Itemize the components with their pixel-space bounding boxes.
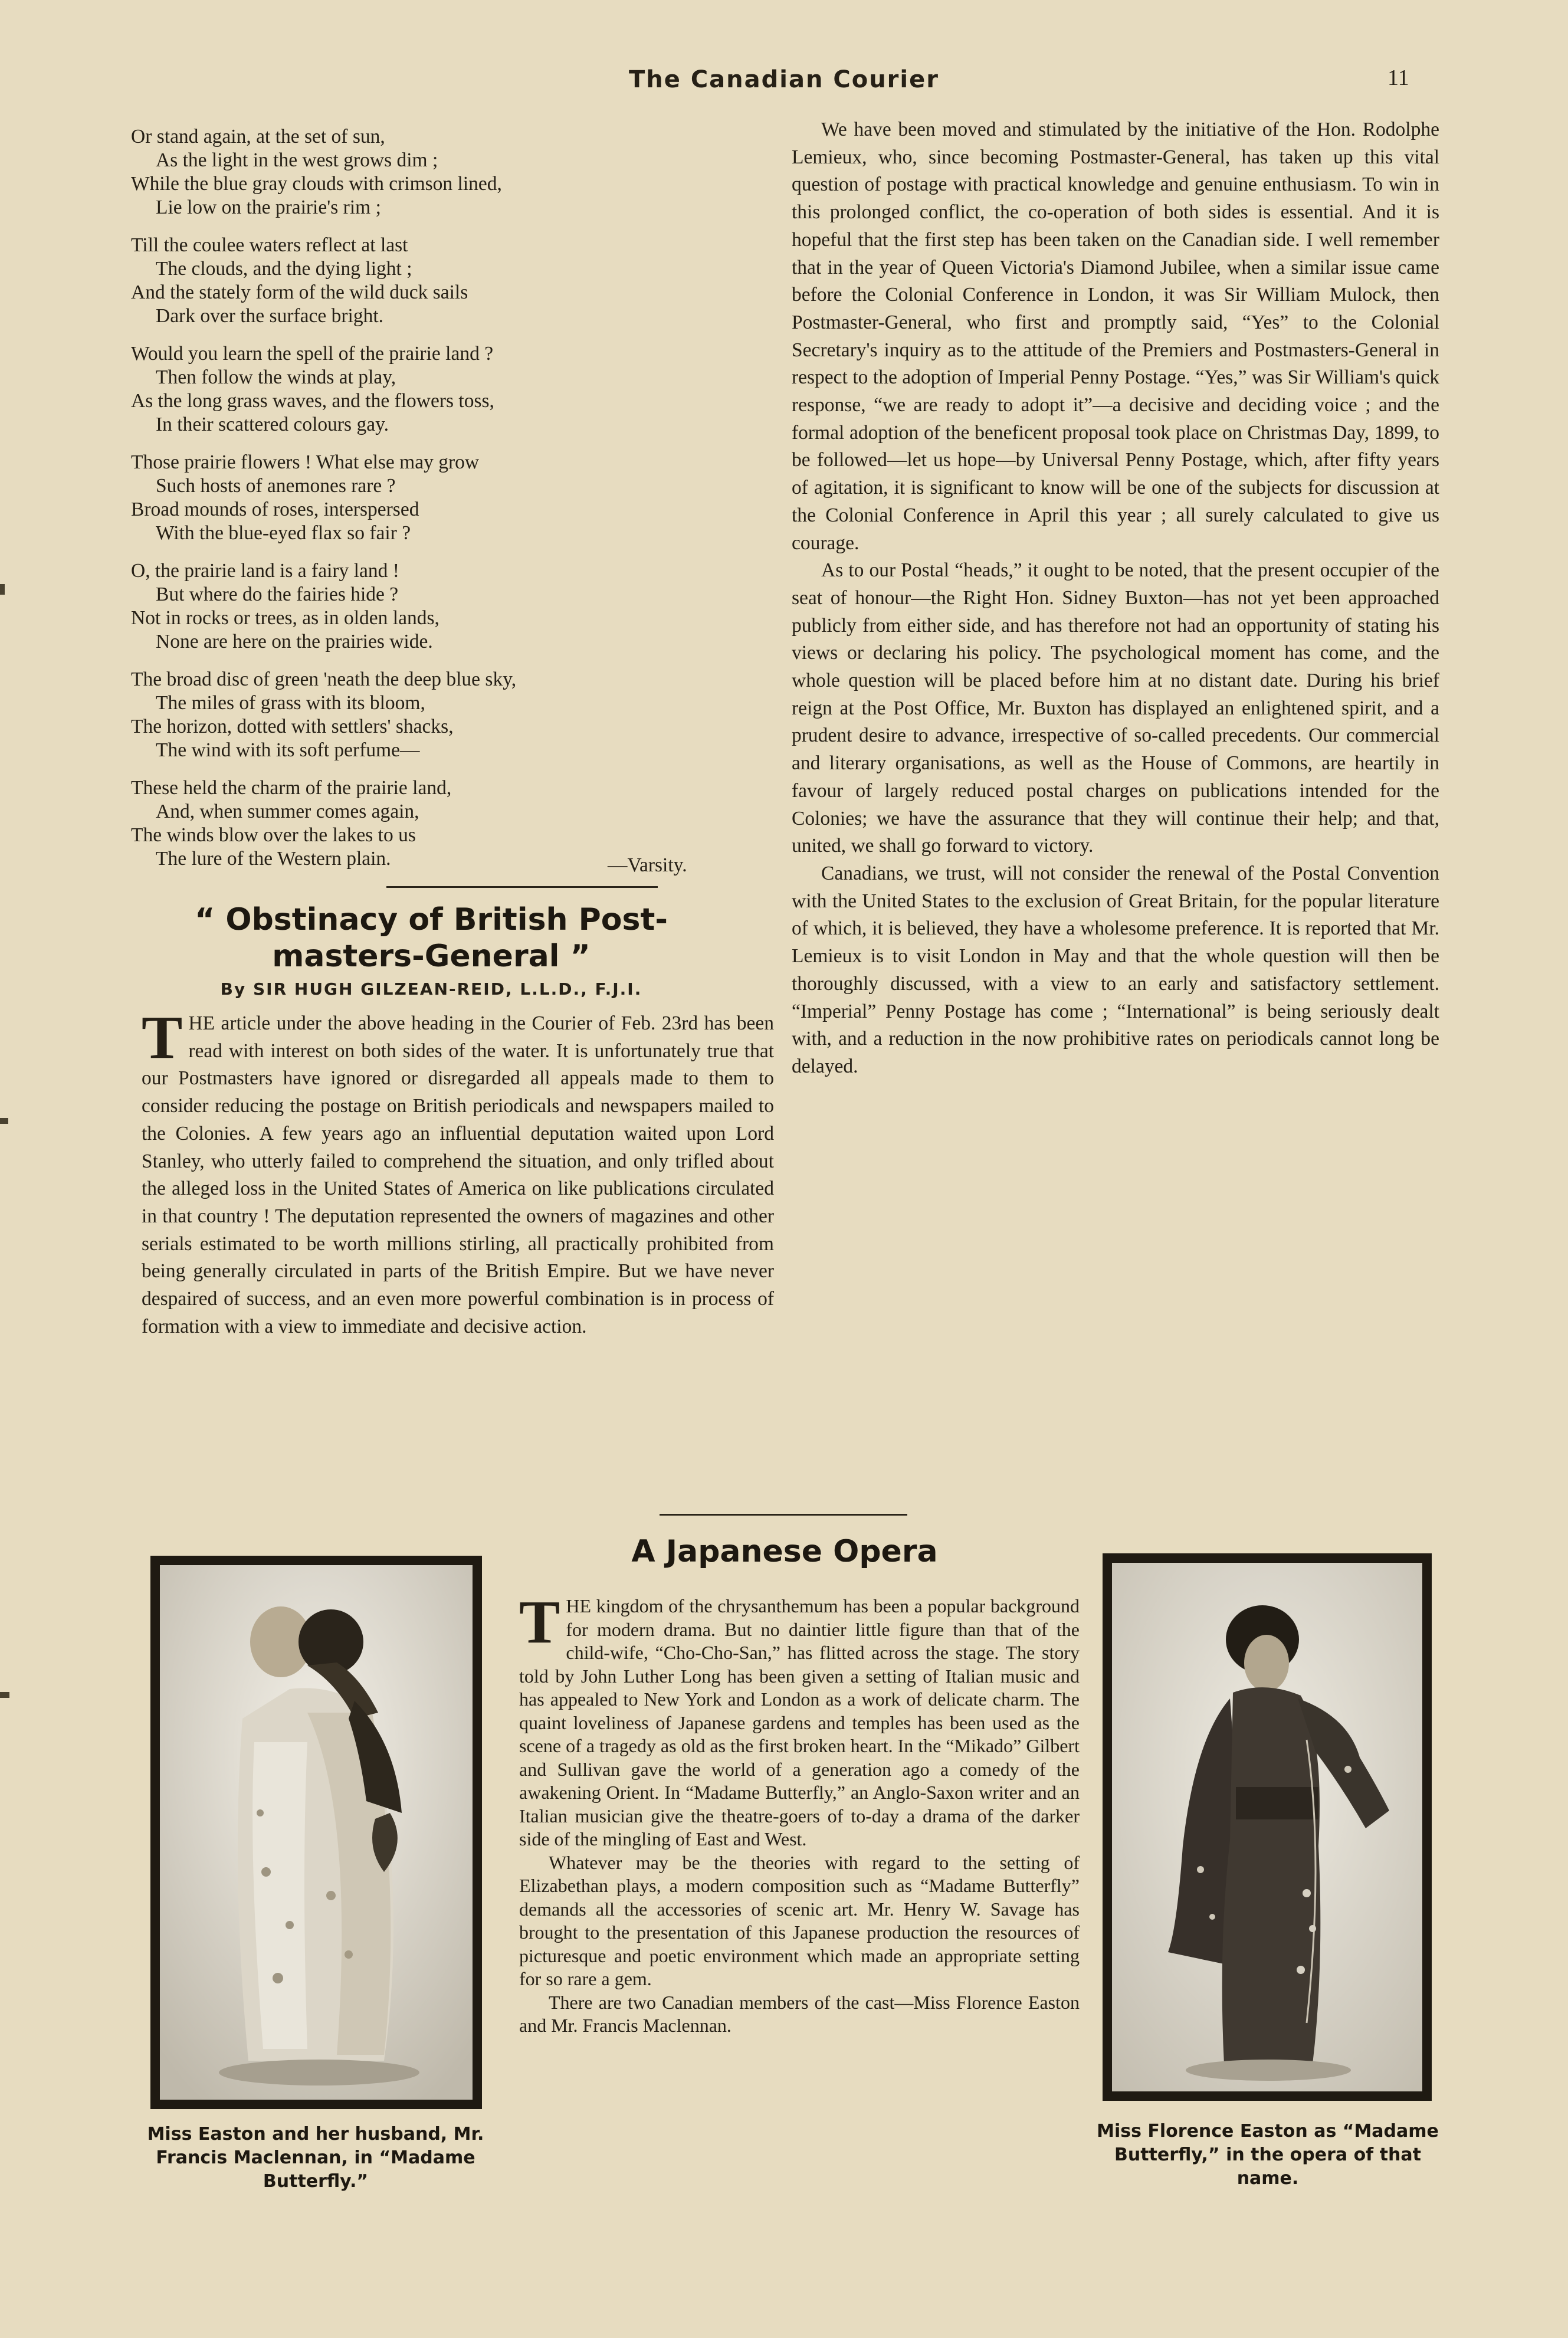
poem-line: Then follow the winds at play, <box>156 366 396 388</box>
poem-line: The miles of grass with its bloom, <box>156 692 425 714</box>
masthead-title: The Canadian Courier <box>629 66 939 93</box>
poem-line: The horizon, dotted with settlers' shacks, <box>131 716 454 737</box>
poem-stanza <box>131 451 721 545</box>
poem-line: These held the charm of the prairie land, <box>131 777 452 799</box>
article-column <box>142 1004 774 1340</box>
poem-line: In their scattered colours gay. <box>156 414 389 435</box>
poem-stanza <box>131 234 721 328</box>
article-paragraph <box>519 1588 1080 1851</box>
woman-in-kimono-illustration <box>1112 1563 1422 2091</box>
poem-stanza <box>131 342 721 437</box>
drop-cap: T <box>142 1004 183 1071</box>
photo-caption: Miss Florence Easton as “Madame Butterfly,” in the opera of that name. <box>1097 2121 1439 2189</box>
poem-attribution: —Varsity. <box>608 854 687 876</box>
poem-line: The winds blow over the lakes to us <box>131 824 416 846</box>
section-divider <box>660 1514 907 1516</box>
poem-line: None are here on the prairies wide. <box>156 631 433 652</box>
photo-caption: Miss Easton and her husband, Mr. Francis Maclennan, in “Madame Butterfly.” <box>147 2124 484 2192</box>
poem-line: Not in rocks or trees, as in olden lands, <box>131 607 439 629</box>
poem-line: But where do the fairies hide ? <box>156 583 399 605</box>
article-paragraph: There are two Canadian members of the cast—Miss Florence Easton and Mr. Francis Maclennan. <box>519 1991 1080 2036</box>
article-paragraph: We have been moved and stimulated by the initiative of the Hon. Rodolphe Lemieux, who, since becoming Postmaster-General, has taken up this vital question of postage with practical knowledge and genuine enthusiasm. To win in this prolonged conflict, the co-operation of both sides is essential. And it is hopeful that the first step has been taken on the Canadian side. I well remember that in the year of Queen Victoria's Diamond Jubilee, when a similar issue came before the Colonial Conference in London, it was Sir William Mulock, then Postmaster-General, who first and promptly said, “Yes” to the Colonial Secretary's inquiry as to the attitude of the Premiers and Postmasters-General in respect to the adoption of Imperial Penny Postage. “Yes,” was Sir William's quick response, “we are ready to adopt it”—a decisive and deciding voice ; and the formal adoption of the beneficent proposal took place on Christmas Day, 1899, to be followed—let us hope—by Universal Penny Postage, which, after fifty years of agitation, it is significant to know will be one of the subjects for discussion at the Colonial Conference in April this year ; all surely calculated to give us courage. <box>792 119 1439 554</box>
poem-line: As the long grass waves, and the flowers toss, <box>131 390 494 412</box>
poem-line: Or stand again, at the set of sun, <box>131 126 385 147</box>
poem-line: Dark over the surface bright. <box>156 305 384 327</box>
poem-line: O, the prairie land is a fairy land ! <box>131 560 399 582</box>
poem-line: And the stately form of the wild duck sails <box>131 281 468 303</box>
poem-line: As the light in the west grows dim ; <box>156 149 438 171</box>
article-paragraph <box>142 1004 774 1340</box>
binding-mark <box>0 1692 9 1698</box>
poem-line: Those prairie flowers ! What else may grow <box>131 451 480 473</box>
article-column <box>519 1588 1080 2038</box>
paragraph-text: HE article under the above heading in the Courier of Feb. 23rd has been read with interest on both sides of the water. It is unfortunately true that our Postmasters have ignored or disregarded all appeals made to them to consider reducing the postage on British periodicals and newspapers mailed to the Colonies. A few years ago an influential deputation waited upon Lord Stanley, who utterly failed to comprehend the situation, and only trifled about the alleged loss in the United States of America on like publications circulated in that country ! The deputation represented the owners of magazines and other serials estimated to be worth millions stirling, all practically prohibited from being generally circulated in parts of the British Empire. But we have never despaired of success, and an even more powerful combination is in process of formation with a view to immediate and decisive action. <box>142 1012 774 1337</box>
poem-line: And, when summer comes again, <box>156 801 419 822</box>
photo-florence-easton <box>1103 1553 1432 2101</box>
photo-image <box>160 1565 473 2100</box>
binding-mark <box>0 1118 8 1124</box>
page-number: 11 <box>1387 65 1409 90</box>
binding-mark <box>0 584 5 595</box>
paragraph-text: HE kingdom of the chrysanthemum has been a popular background for modern drama. But no daintier little figure than that of the child-wife, “Cho-Cho-San,” has flitted across the stage. The story told by John Luther Long has been given a setting of Italian music and has appealed to New York and London as a work of delicate charm. The quaint loveliness of Japanese gardens and temples has been used as the scene of a tragedy as old as the first broken heart. In the “Mikado” Gilbert and Sullivan gave the world of a generation ago a comedy of the awakening Orient. In “Madame Butterfly,” an Anglo-Saxon writer and an Italian musician give the theatre-goers of to-day a drama of the darker side of the mingling of East and West. <box>519 1595 1080 1850</box>
article-paragraph: As to our Postal “heads,” it ought to be noted, that the present occupier of the seat of honour—the Right Hon. Sidney Buxton—has not yet been approached publicly from either side, and has therefore not had an opportunity of stating his views or declaring his policy. The psychological moment has come, and the whole question will be placed before him at no distant date. During his brief reign at the Post Office, Mr. Buxton has displayed an enlightened spirit, and a prudent desire to advance, irrespective of so-called precedents. Our commercial and literary organisations, as well as the House of Commons, are heartily in favour of largely reduced postal charges on publications intended for the Colonies; we have the assurance that they will continue their help; and that, united, we shall go forward to victory. <box>792 559 1439 857</box>
poem-stanza <box>131 125 721 219</box>
poem-stanza <box>131 668 721 762</box>
article-byline: By SIR HUGH GILZEAN-REID, L.L.D., F.J.I. <box>220 979 642 999</box>
article-title: A Japanese Opera <box>631 1534 938 1569</box>
poem-line: The broad disc of green 'neath the deep blue sky, <box>131 668 517 690</box>
photo-easton-maclennan <box>150 1556 482 2109</box>
poem-line: Would you learn the spell of the prairie land ? <box>131 343 494 365</box>
poem-line: Such hosts of anemones rare ? <box>156 475 396 497</box>
couple-illustration <box>160 1565 473 2100</box>
photo-image <box>1112 1563 1422 2091</box>
article-title: “ Obstinacy of British Post-masters-General ” <box>195 902 668 974</box>
poem-line: The wind with its soft perfume— <box>156 739 420 761</box>
poem-line: Lie low on the prairie's rim ; <box>156 196 381 218</box>
article-paragraph: Canadians, we trust, will not consider the renewal of the Postal Convention with the United States to the exclusion of Great Britain, for the popular literature of which, it is believed, they have a wholesome preference. It is reported that Mr. Lemieux is to visit London in May and that the whole question will then be thoroughly discussed, with a view to an early and satisfactory settlement. “Imperial” Penny Postage has come ; “International” is being seriously dealt with, and a reduction in the now prohibitive rates on periodicals cannot long be delayed. <box>792 862 1439 1077</box>
poem-line: The clouds, and the dying light ; <box>156 258 412 280</box>
article-paragraph: Whatever may be the theories with regard to the setting of Elizabethan plays, a modern composition such as “Madame Butterfly” demands all the accessories of scenic art. Mr. Henry W. Savage has brought to the presentation of this Japanese production the resources of picturesque and poetic environment which made an appropriate setting for so rare a gem. <box>519 1851 1080 1989</box>
poem-line: With the blue-eyed flax so fair ? <box>156 522 411 544</box>
poem <box>131 125 721 885</box>
section-divider <box>386 886 658 888</box>
poem-stanza <box>131 559 721 654</box>
drop-cap: T <box>519 1588 560 1656</box>
poem-line: While the blue gray clouds with crimson lined, <box>131 173 502 195</box>
poem-line: The lure of the Western plain. <box>156 848 391 870</box>
poem-line: Broad mounds of roses, interspersed <box>131 499 419 520</box>
poem-line: Till the coulee waters reflect at last <box>131 234 408 256</box>
article-column <box>792 116 1439 1081</box>
